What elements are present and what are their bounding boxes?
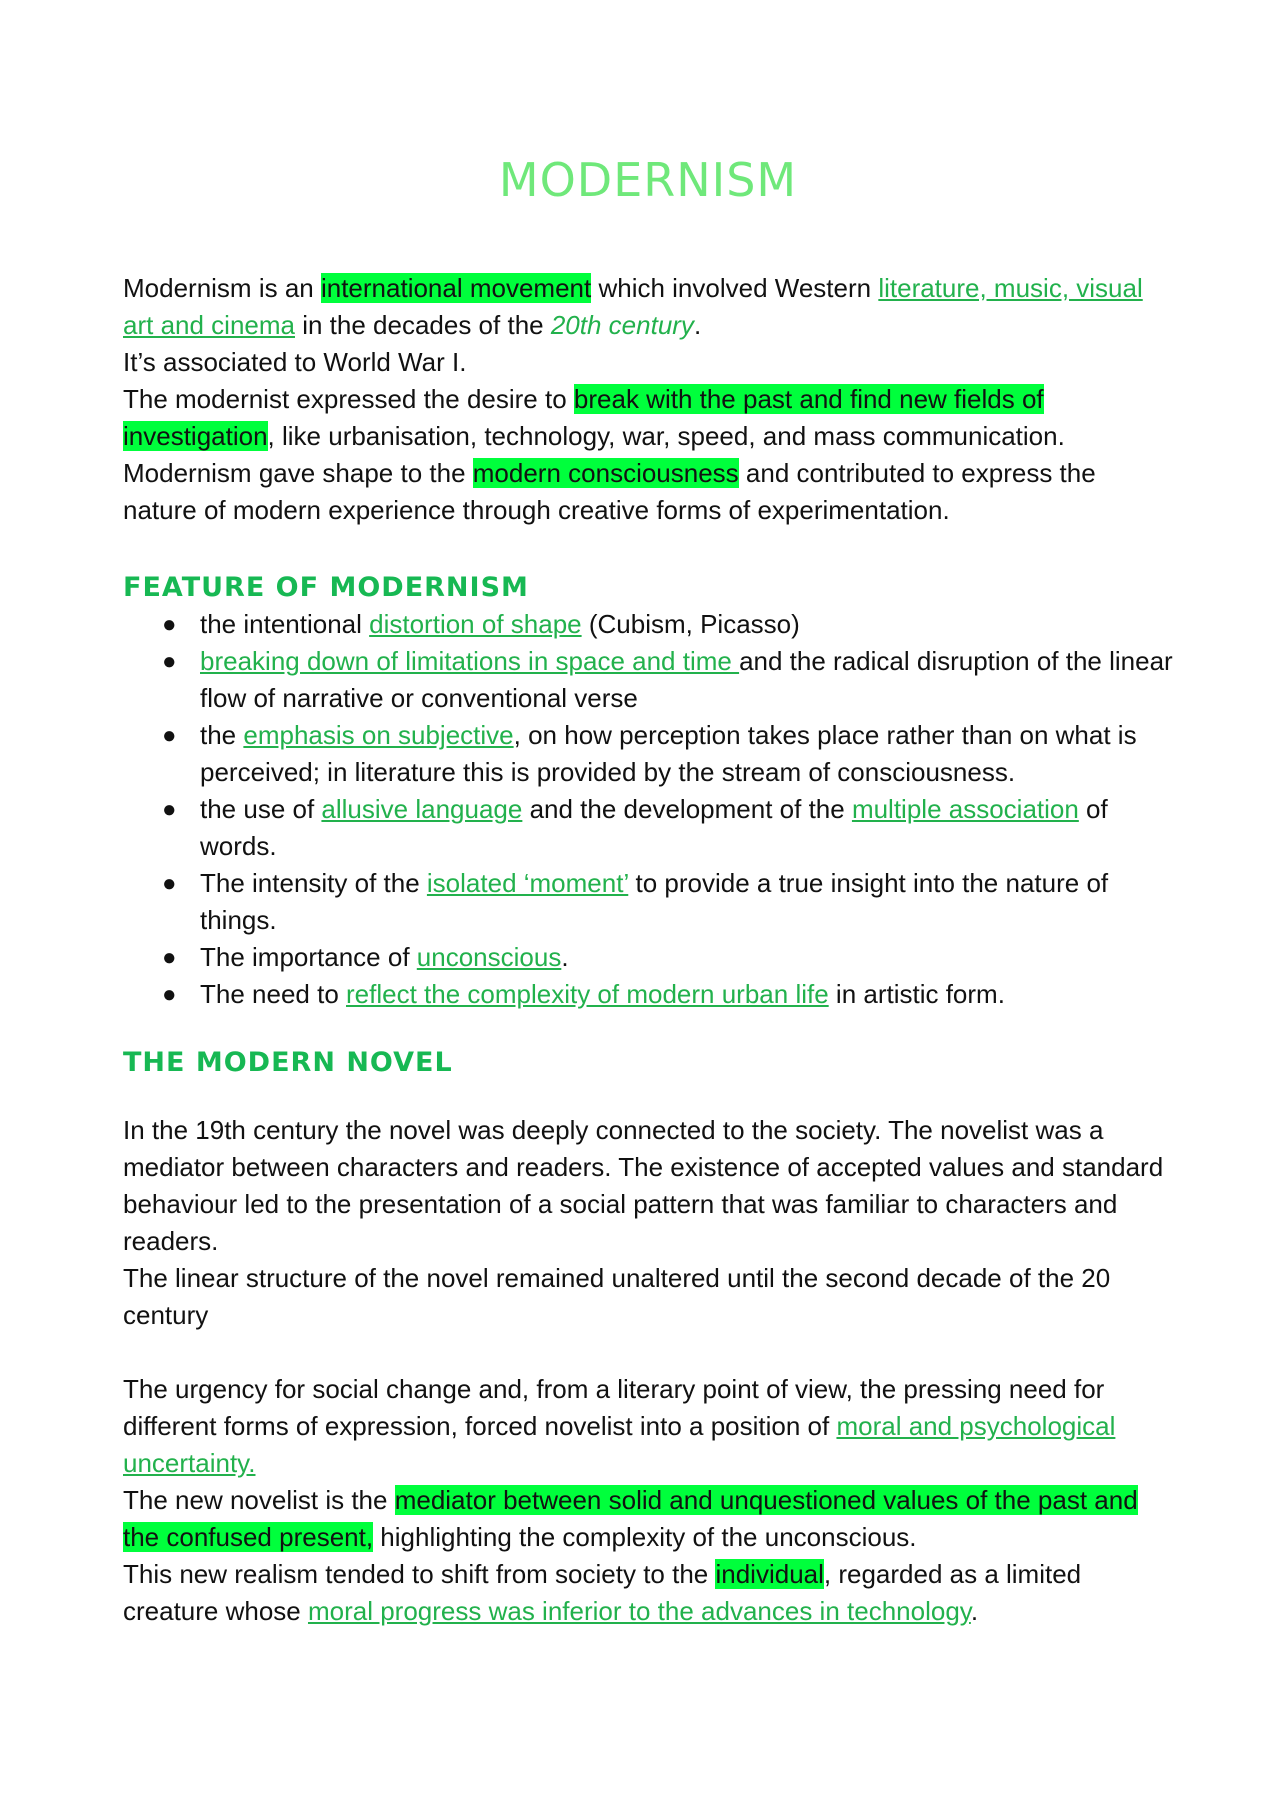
text-run: in the decades of the bbox=[294, 310, 551, 340]
text-run: Modernism gave shape to the bbox=[123, 458, 473, 488]
underlined-text: unconscious bbox=[416, 942, 562, 972]
text-run: The intensity of the bbox=[200, 868, 427, 898]
text-run: the bbox=[200, 720, 244, 750]
novel-paragraph-1: In the 19th century the novel was deeply connected to the society. The novelist was a mediator between characters and readers. The existence of accepted values and standard behaviour led to the presentation of a social pattern that was familiar to characters and readers. bbox=[123, 1115, 1164, 1256]
feature-item bbox=[162, 939, 1173, 976]
underlined-text: moral and psychological uncertainty. bbox=[123, 1411, 1116, 1478]
highlighted-text: break with the past and find new fields of investigation bbox=[123, 384, 1044, 451]
text-run: of words. bbox=[200, 794, 1108, 861]
feature-item bbox=[162, 643, 1173, 717]
underlined-text: reflect the complexity of modern urban life bbox=[346, 979, 829, 1009]
text-run: , regarded as a limited creature whose bbox=[123, 1559, 1082, 1626]
text-run: Modernism is an bbox=[123, 273, 321, 303]
intro-paragraph-3 bbox=[123, 381, 1173, 455]
bullet-icon: ● bbox=[162, 611, 177, 638]
underlined-text: distortion of shape bbox=[369, 609, 582, 639]
bullet-icon: ● bbox=[162, 981, 177, 1008]
features-heading: FEATURE OF MODERNISM bbox=[123, 572, 529, 603]
highlighted-text: international movement bbox=[320, 273, 592, 303]
text-run: The need to bbox=[200, 979, 346, 1009]
intro-paragraph-4 bbox=[123, 455, 1173, 529]
bullet-icon: ● bbox=[162, 870, 177, 897]
bullet-icon: ● bbox=[162, 796, 177, 823]
text-run: the use of bbox=[200, 794, 322, 824]
novel-paragraph-4 bbox=[123, 1482, 1173, 1556]
document-page bbox=[123, 150, 1173, 1630]
underlined-text: allusive language bbox=[321, 794, 523, 824]
text-run: The urgency for social change and, from a literary point of view, the pressing need for different forms of expression, forced novelist into a position of bbox=[123, 1374, 1105, 1441]
text-run: to provide a true insight into the nature of things. bbox=[200, 868, 1109, 935]
underlined-text: breaking down of limitations in space and time bbox=[200, 646, 740, 676]
underlined-text: literature, music, visual art and cinema bbox=[123, 273, 1143, 340]
text-run: highlighting the complexity of the unconscious. bbox=[373, 1522, 917, 1552]
feature-item bbox=[162, 717, 1173, 791]
highlighted-text: individual bbox=[715, 1559, 824, 1589]
text-run: . bbox=[693, 310, 702, 340]
paragraph-spacer bbox=[123, 1334, 1173, 1371]
text-run: in artistic form. bbox=[828, 979, 1005, 1009]
text-run: and contributed to express the nature of modern experience through creative forms of experimentation. bbox=[123, 458, 1096, 525]
novel-paragraph-3 bbox=[123, 1371, 1173, 1482]
highlighted-text: modern consciousness bbox=[472, 458, 739, 488]
text-run: . bbox=[970, 1596, 979, 1626]
highlighted-text: mediator between solid and unquestioned values of the past and the confused present, bbox=[123, 1485, 1138, 1552]
text-run: The modernist expressed the desire to bbox=[123, 384, 574, 414]
text-run: which involved Western bbox=[591, 273, 879, 303]
underlined-text: moral progress was inferior to the advances in technology bbox=[307, 1596, 971, 1626]
features-list bbox=[123, 606, 1173, 1013]
text-run: This new realism tended to shift from society to the bbox=[123, 1559, 716, 1589]
text-run: and the radical disruption of the linear flow of narrative or conventional verse bbox=[200, 646, 1173, 713]
text-run: . bbox=[561, 942, 569, 972]
feature-item bbox=[162, 976, 1173, 1013]
intro-paragraph-2: It’s associated to World War I. bbox=[123, 347, 467, 377]
text-run: the intentional bbox=[200, 609, 370, 639]
text-run: (Cubism, Picasso) bbox=[581, 609, 800, 639]
underlined-text: emphasis on subjective bbox=[243, 720, 514, 750]
italic-text: 20th century bbox=[550, 310, 694, 340]
text-run: , like urbanisation, technology, war, speed, and mass communication. bbox=[267, 421, 1065, 451]
document-title: MODERNISM bbox=[498, 153, 798, 207]
modern-novel-heading: THE MODERN NOVEL bbox=[123, 1047, 453, 1078]
feature-item bbox=[162, 865, 1173, 939]
feature-item bbox=[162, 791, 1173, 865]
underlined-text: multiple association bbox=[851, 794, 1079, 824]
text-run: , on how perception takes place rather than on what is perceived; in literature this is provided by the stream of consciousness. bbox=[200, 720, 1137, 787]
novel-paragraph-2: The linear structure of the novel remained unaltered until the second decade of the 20 century bbox=[123, 1263, 1111, 1330]
novel-paragraph-5 bbox=[123, 1556, 1173, 1630]
feature-item bbox=[162, 606, 1173, 643]
bullet-icon: ● bbox=[162, 722, 177, 749]
underlined-text: isolated ‘moment’ bbox=[426, 868, 629, 898]
intro-paragraph-1 bbox=[123, 270, 1173, 344]
text-run: The importance of bbox=[200, 942, 417, 972]
bullet-icon: ● bbox=[162, 944, 177, 971]
bullet-icon: ● bbox=[162, 648, 177, 675]
text-run: The new novelist is the bbox=[123, 1485, 395, 1515]
text-run: and the development of the bbox=[522, 794, 852, 824]
